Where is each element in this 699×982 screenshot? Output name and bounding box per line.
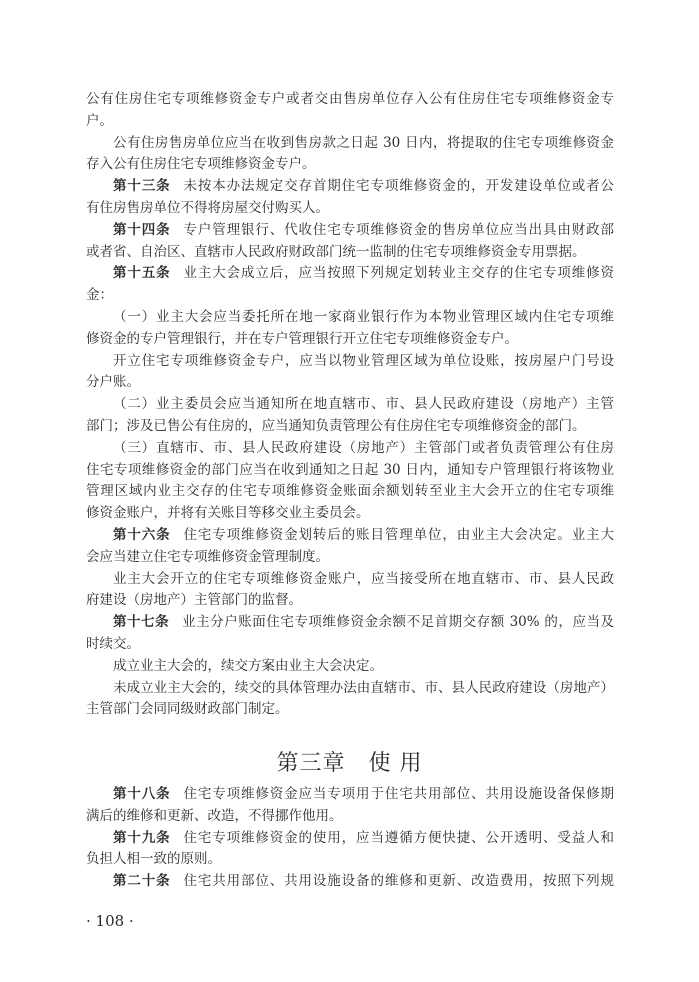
article-number: 第十六条	[113, 526, 171, 543]
line-text: （一）业主大会应当委托所在地一家商业银行作为本物业管理区域内住宅专项维	[113, 308, 614, 325]
text-line	[86, 372, 614, 394]
text-line	[86, 329, 614, 351]
text-line	[86, 699, 614, 721]
article-number: 第十四条	[113, 221, 171, 238]
text-line	[86, 285, 614, 307]
line-text: 业主分户账面住宅专项维修资金余额不足首期交存额 30% 的，应当及	[182, 614, 615, 631]
text-line	[86, 569, 614, 591]
article-paragraph	[86, 612, 614, 656]
line-text: 修资金的专户管理银行，并在专户管理银行开立住宅专项维修资金专户。	[86, 330, 518, 347]
text-line	[86, 89, 614, 111]
line-text: 住宅专项维修资金的使用，应当遵循方便快捷、公开透明、受益人和	[183, 829, 614, 846]
article-number: 第十八条	[113, 786, 171, 802]
line-text: 修资金账户，并将有关账目等移交业主委员会。	[86, 505, 370, 522]
line-text: 满后的维修和更新、改造，不得挪作他用。	[86, 807, 343, 824]
article-paragraph	[86, 263, 614, 307]
line-text: 有住房售房单位不得将房屋交付购买人。	[86, 199, 329, 216]
line-text: 公有住房住宅专项维修资金专户或者交由售房单位存入公有住房住宅专项维修资金专	[86, 91, 614, 107]
line-text: 住宅共用部位、共用设施设备的维修和更新、改造费用，按照下列规	[183, 873, 614, 890]
line-text: 专户管理银行、代收住宅专项维修资金的售房单位应当出具由财政部	[183, 221, 614, 238]
line-text: 主管部门会同同级财政部门制定。	[86, 701, 289, 718]
line-text: 未按本办法规定交存首期住宅专项维修资金的，开发建设单位或者公	[183, 178, 614, 195]
text-line	[86, 220, 614, 242]
text-line	[86, 263, 614, 285]
article-paragraph	[86, 176, 614, 220]
text-line	[86, 133, 614, 155]
paragraph	[86, 89, 614, 133]
text-line	[86, 503, 614, 525]
article-paragraph	[86, 828, 614, 872]
line-text: 时续交。	[86, 635, 140, 652]
article-paragraph	[86, 871, 614, 893]
paragraph	[86, 133, 614, 177]
text-line	[86, 806, 614, 828]
text-line	[86, 525, 614, 547]
line-text: 或者省、自治区、直辖市人民政府财政部门统一监制的住宅专项维修资金专用票据。	[86, 243, 586, 260]
article-number: 第十三条	[113, 178, 171, 195]
line-text: 业主大会成立后，应当按照下列规定划转业主交存的住宅专项维修资	[183, 265, 614, 282]
article-number: 第十五条	[113, 265, 171, 282]
text-line	[86, 242, 614, 264]
text-line	[86, 590, 614, 612]
line-text: 会应当建立住宅专项维修资金管理制度。	[86, 548, 329, 565]
text-line	[86, 307, 614, 329]
body-text-bottom	[86, 784, 614, 893]
paragraph	[86, 438, 614, 525]
article-number: 第二十条	[113, 873, 171, 890]
line-text: 管理区域内业主交存的住宅专项维修资金账面余额划转至业主大会开立的住宅专项维	[86, 483, 614, 500]
line-text: 部门；涉及已售公有住房的，应当通知负责管理公有住房住宅专项维修资金的部门。	[86, 417, 586, 434]
article-number: 第十七条	[113, 614, 170, 631]
text-line	[86, 394, 614, 416]
paragraph	[86, 569, 614, 613]
line-text: （三）直辖市、市、县人民政府建设（房地产）主管部门或者负责管理公有住房	[113, 439, 614, 456]
text-line	[86, 828, 614, 850]
paragraph	[86, 307, 614, 351]
paragraph	[86, 656, 614, 678]
line-text: 开立住宅专项维修资金专户，应当以物业管理区域为单位设账，按房屋户门号设	[113, 352, 614, 369]
text-line	[86, 547, 614, 569]
body-text-top	[86, 89, 614, 721]
paragraph	[86, 678, 614, 722]
text-line	[86, 416, 614, 438]
paragraph	[86, 351, 614, 395]
text-line	[86, 784, 614, 806]
article-paragraph	[86, 525, 614, 569]
text-line	[86, 634, 614, 656]
line-text: 业主大会开立的住宅专项维修资金账户，应当接受所在地直辖市、市、县人民政	[113, 570, 614, 587]
page-number: · 108 ·	[86, 912, 134, 930]
line-text: 负担人相一致的原则。	[86, 851, 221, 868]
line-text: 分户账。	[86, 374, 140, 391]
paragraph	[86, 394, 614, 438]
text-line	[86, 612, 614, 634]
line-text: 户。	[86, 112, 113, 129]
text-line	[86, 198, 614, 220]
line-text: 未成立业主大会的，续交的具体管理办法由直辖市、市、县人民政府建设（房地产）	[113, 679, 614, 696]
line-text: （二）业主委员会应当通知所在地直辖市、市、县人民政府建设（房地产）主管	[113, 396, 614, 413]
chapter-title: 第三章 使 用	[276, 751, 423, 776]
text-line	[86, 111, 614, 133]
text-line	[86, 849, 614, 871]
article-paragraph	[86, 784, 614, 828]
line-text: 府建设（房地产）主管部门的监督。	[86, 592, 302, 609]
text-line	[86, 871, 614, 893]
text-line	[86, 351, 614, 373]
text-line	[86, 481, 614, 503]
line-text: 存入公有住房住宅专项维修资金专户。	[86, 156, 316, 173]
text-line	[86, 678, 614, 700]
article-paragraph	[86, 220, 614, 264]
line-text: 住宅专项维修资金的部门应当在收到通知之日起 30 日内，通知专户管理银行将该物业	[86, 461, 614, 478]
text-line	[86, 438, 614, 460]
line-text: 住宅专项维修资金划转后的账目管理单位，由业主大会决定。业主大	[183, 526, 614, 543]
line-text: 公有住房售房单位应当在收到售房款之日起 30 日内，将提取的住宅专项维修资金	[113, 134, 614, 151]
line-text: 住宅专项维修资金应当专项用于住宅共用部位、共用设施设备保修期	[183, 786, 614, 802]
text-line	[86, 656, 614, 678]
text-line	[86, 154, 614, 176]
text-line	[86, 176, 614, 198]
line-text: 成立业主大会的，续交方案由业主大会决定。	[113, 657, 383, 674]
line-text: 金：	[86, 287, 113, 304]
text-line	[86, 460, 614, 482]
article-number: 第十九条	[113, 829, 171, 846]
